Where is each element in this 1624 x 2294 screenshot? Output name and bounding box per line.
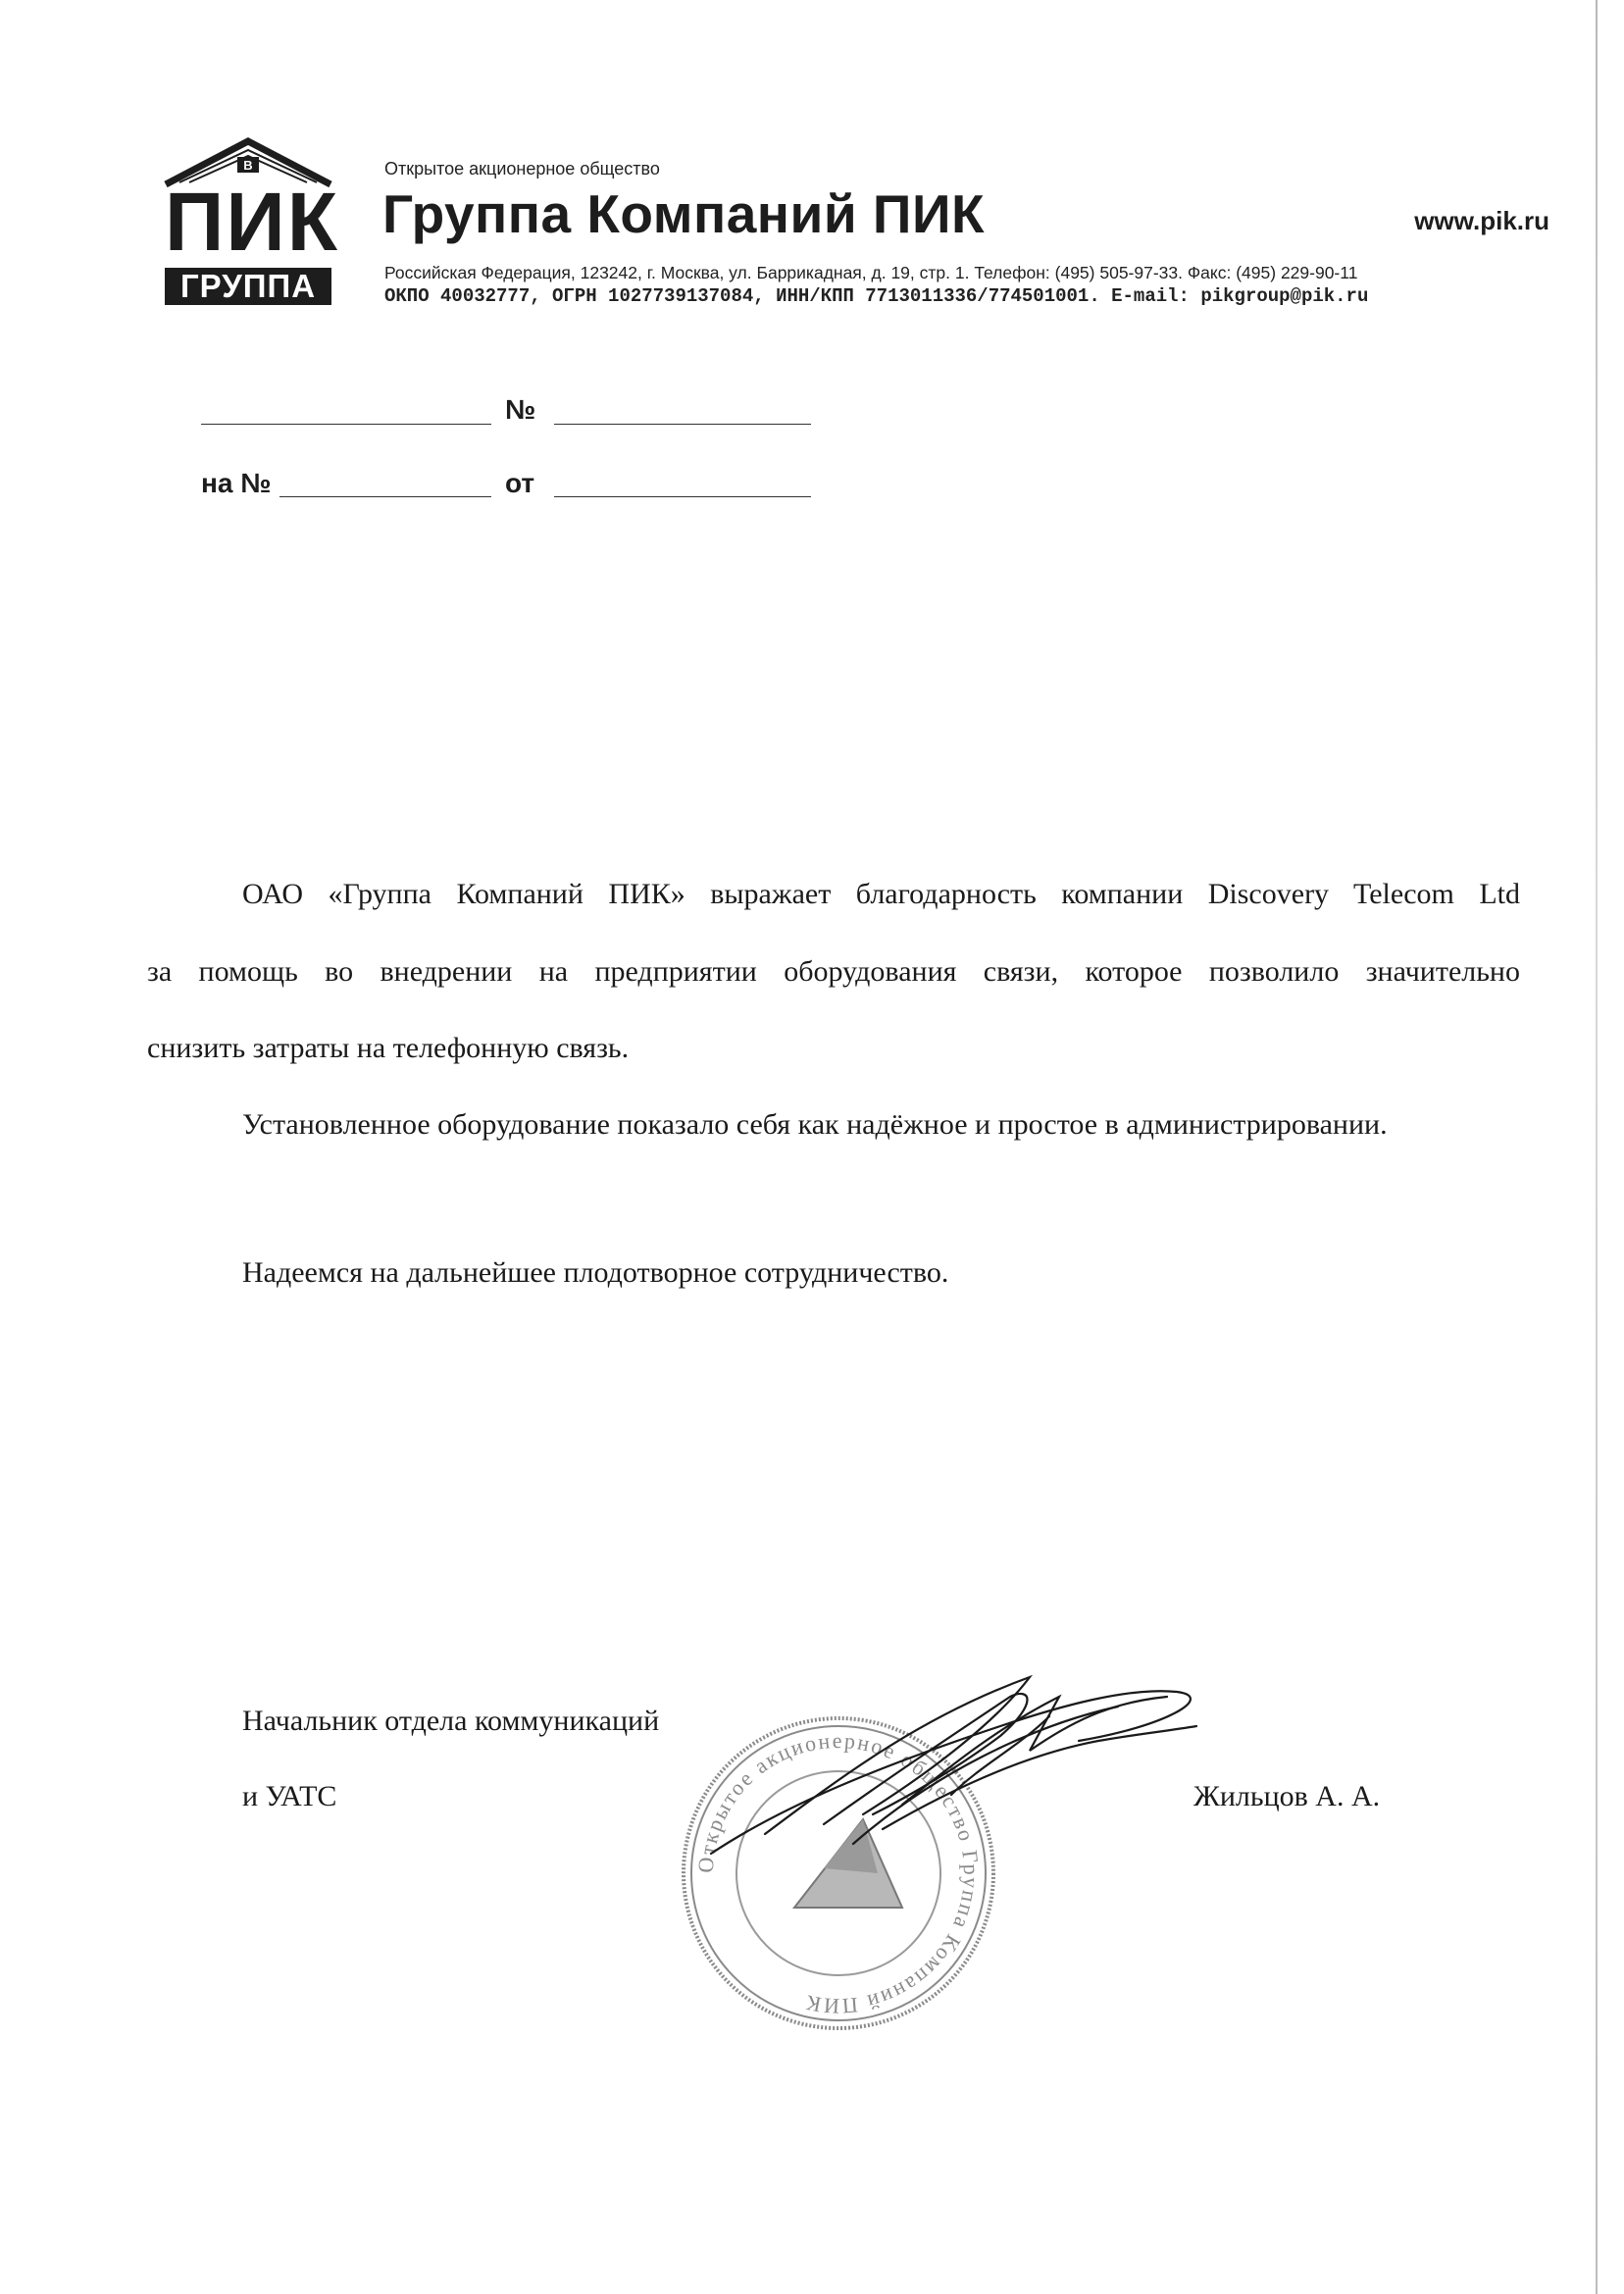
number-field-line[interactable]	[554, 424, 811, 425]
seal-ring-text: Открытое акционерное общество Группа Компаний ПИК	[692, 1727, 985, 2019]
number-label: №	[505, 394, 536, 425]
position-line-1: Начальник отдела коммуникаций	[242, 1705, 660, 1737]
paragraph-3: Надеемся на дальнейшее плодотворное сотрудничество.	[242, 1256, 949, 1289]
scan-edge-line	[1596, 0, 1598, 2294]
from-label: от	[505, 468, 535, 498]
website-link[interactable]: www.pik.ru	[1414, 206, 1549, 235]
contact-line: Российская Федерация, 123242, г. Москва, ул. Баррикадная, д. 19, стр. 1. Телефон: (495) 505-97-33. Факс: (495) 229-90-11	[384, 263, 1358, 282]
logo-subtitle: ГРУППА	[165, 268, 331, 305]
date-field-line[interactable]	[201, 424, 491, 425]
legal-form: Открытое акционерное общество	[384, 159, 660, 178]
position-line-2: и УАТС	[242, 1780, 337, 1812]
paragraph-1-line-1: ОАО «Группа Компаний ПИК» выражает благодарность компании Discovery Telecom Ltd	[242, 878, 1520, 910]
from-field-line[interactable]	[554, 496, 811, 497]
on-number-label: на №	[201, 468, 272, 498]
requisites-line: ОКПО 40032777, ОГРН 1027739137084, ИНН/КПП 7713011336/774501001. E-mail: pikgroup@pik.ru	[384, 285, 1369, 307]
handwritten-signature	[706, 1657, 1216, 1912]
logo-badge-letter: В	[243, 158, 253, 173]
paragraph-1-line-2: за помощь во внедрении на предприятии оборудования связи, которое позволило значительно	[147, 955, 1520, 988]
on-number-field-line[interactable]	[279, 496, 491, 497]
signer-name: Жильцов А. А.	[1193, 1780, 1381, 1812]
paragraph-1-line-3: снизить затраты на телефонную связь.	[147, 1032, 630, 1064]
logo-word: ПИК	[165, 176, 340, 268]
paragraph-2: Установленное оборудование показало себя как надёжное и простое в администрировании.	[242, 1108, 1388, 1141]
company-name: Группа Компаний ПИК	[382, 183, 986, 244]
